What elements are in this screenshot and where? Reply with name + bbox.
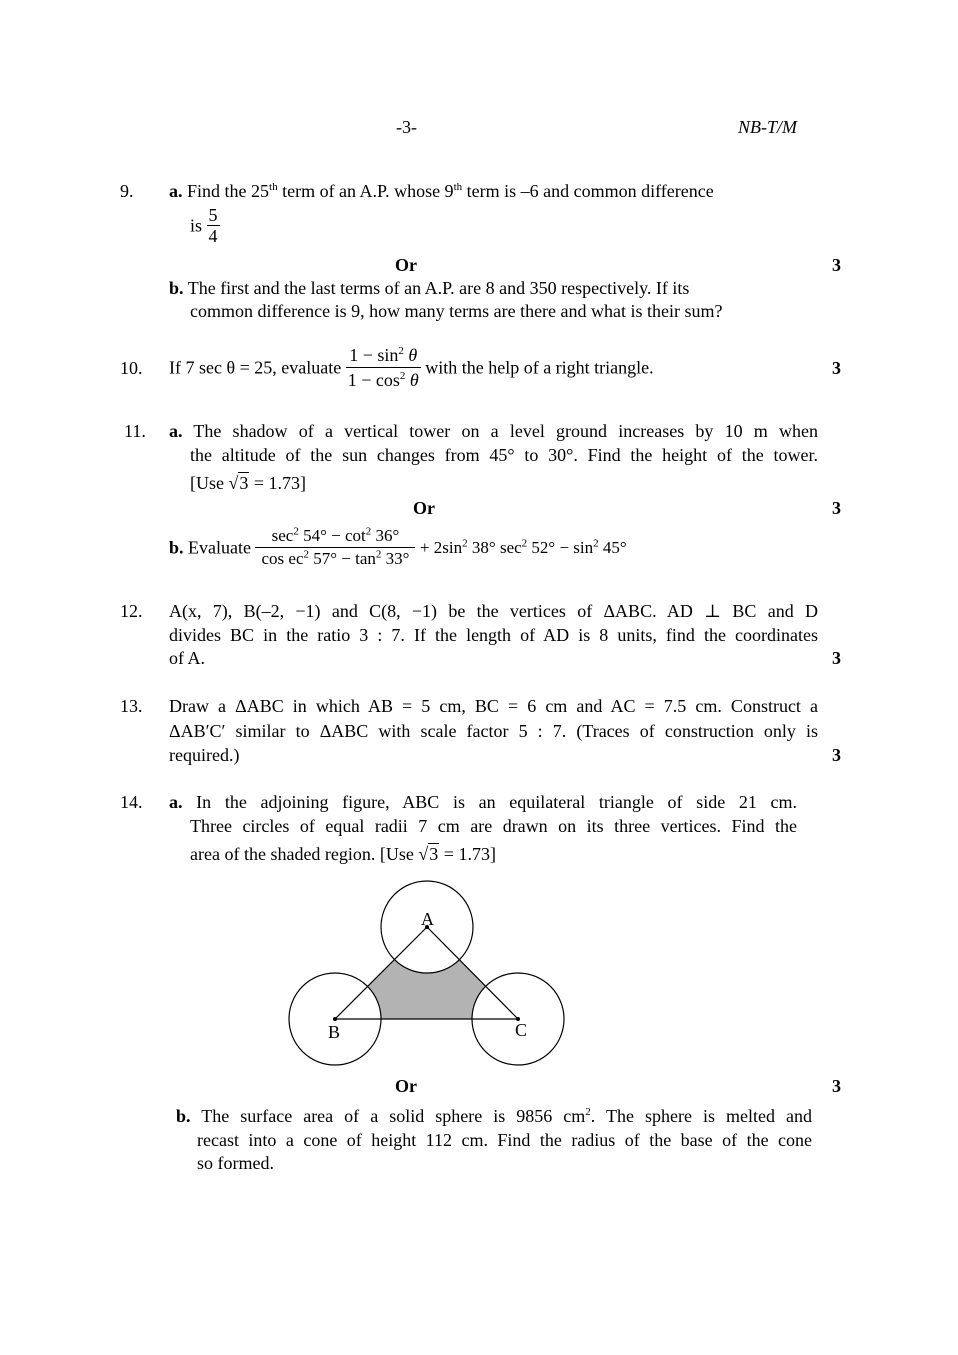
q9-part-b-line2: common difference is 9, how many terms are there and what is their sum? (190, 301, 723, 321)
label-a: A (421, 909, 434, 929)
q14-part-b-line2: recast into a cone of height 112 cm. Find the radius of the base of the cone (197, 1130, 812, 1150)
q9-marks: 3 (832, 255, 841, 275)
q13-line2: ΔAB′C′ similar to ΔABC with scale factor 5 : 7. (Traces of construction only is (169, 721, 818, 741)
q14-marks: 3 (832, 1076, 841, 1096)
q14-or: Or (395, 1076, 417, 1096)
q12-number: 12. (120, 601, 143, 621)
q14-part-a-line2: Three circles of equal radii 7 cm are drawn on its three vertices. Find the (190, 816, 797, 836)
q9-a-label: a. (169, 181, 183, 201)
paper-code: NB-T/M (738, 117, 798, 137)
page-number: -3- (396, 117, 417, 137)
q11-or: Or (413, 498, 435, 518)
q12-line3: of A. (169, 648, 205, 668)
q13-line1: Draw a ΔABC in which AB = 5 cm, BC = 6 cm and AC = 7.5 cm. Construct a (169, 696, 818, 716)
q13-line3: required.) (169, 745, 240, 765)
q9-part-a-line1: a. Find the 25th term of an A.P. whose 9th term is –6 and common difference (169, 181, 714, 201)
q14-part-a-line1: a. In the adjoining figure, ABC is an equilateral triangle of side 21 cm. (169, 792, 797, 812)
q10-number: 10. (120, 358, 143, 378)
q9-or: Or (395, 255, 417, 275)
q14-part-b-line1: b. The surface area of a solid sphere is 9856 $cm^2$. The sphere is melted and (176, 1106, 812, 1126)
q14-part-a-line3: area of the shaded region. [Use √3 = 1.73] (190, 844, 496, 864)
q9-number: 9. (120, 181, 134, 201)
q11-number: 11. (124, 421, 146, 441)
q13-number: 13. (120, 696, 143, 716)
q9-part-b-line1: b. The first and the last terms of an A.P. are 8 and 350 respectively. If its (169, 278, 690, 298)
label-c: C (515, 1020, 528, 1040)
q10-body: If 7 sec θ = 25, evaluate $\frac{1 - \sin^2 \theta}{1 - \cos^2 \theta}$ with the help of a right triangle. (169, 345, 654, 390)
label-b: B (328, 1022, 341, 1042)
q11-part-a-line2: the altitude of the sun changes from 45° to 30°. Find the height of the tower. (190, 445, 818, 465)
q12-line2: divides BC in the ratio 3 : 7. If the length of AD is 8 units, find the coordinates (169, 625, 818, 645)
q11-part-a-line1: a. The shadow of a vertical tower on a level ground increases by 10 m when (169, 421, 818, 441)
q11-part-a-line3: [Use √3 = 1.73] (190, 473, 307, 493)
q11-part-b: b. Evaluate $\frac{\sec^2 54^\circ - \cot^2 36^\circ}{\cos ec^2 57^\circ - \tan^2 33^\circ}$ + $2\sin^2$ 38° $\sec^2 52^\circ - \sin^2 45^\circ$ (169, 525, 627, 568)
q14-number: 14. (120, 792, 143, 812)
q9-fraction: $\frac{5}{4}$ (208, 205, 218, 246)
sqrt-symbol: √3 (228, 473, 249, 493)
q13-marks: 3 (832, 745, 841, 765)
q12-line1: A(x, 7), B(–2, −1) and C(8, −1) be the vertices of ΔABC. AD ⊥ BC and D (169, 601, 818, 621)
q10-marks: 3 (832, 358, 841, 378)
q9-part-a-line2: is $\frac{5}{4}$ (190, 205, 218, 246)
sqrt-symbol: √3 (418, 844, 439, 864)
q12-marks: 3 (832, 648, 841, 668)
q11-marks: 3 (832, 498, 841, 518)
q11-fraction: $\frac{\sec^2 54^\circ - \cot^2 36^\circ}{\cos ec^2 57^\circ - \tan^2 33^\circ}$ (255, 525, 415, 570)
q14-part-b-line3: so formed. (197, 1153, 274, 1173)
q10-fraction: $\frac{1 - \sin^2 \theta}{1 - \cos^2 \theta}$ (347, 345, 419, 390)
